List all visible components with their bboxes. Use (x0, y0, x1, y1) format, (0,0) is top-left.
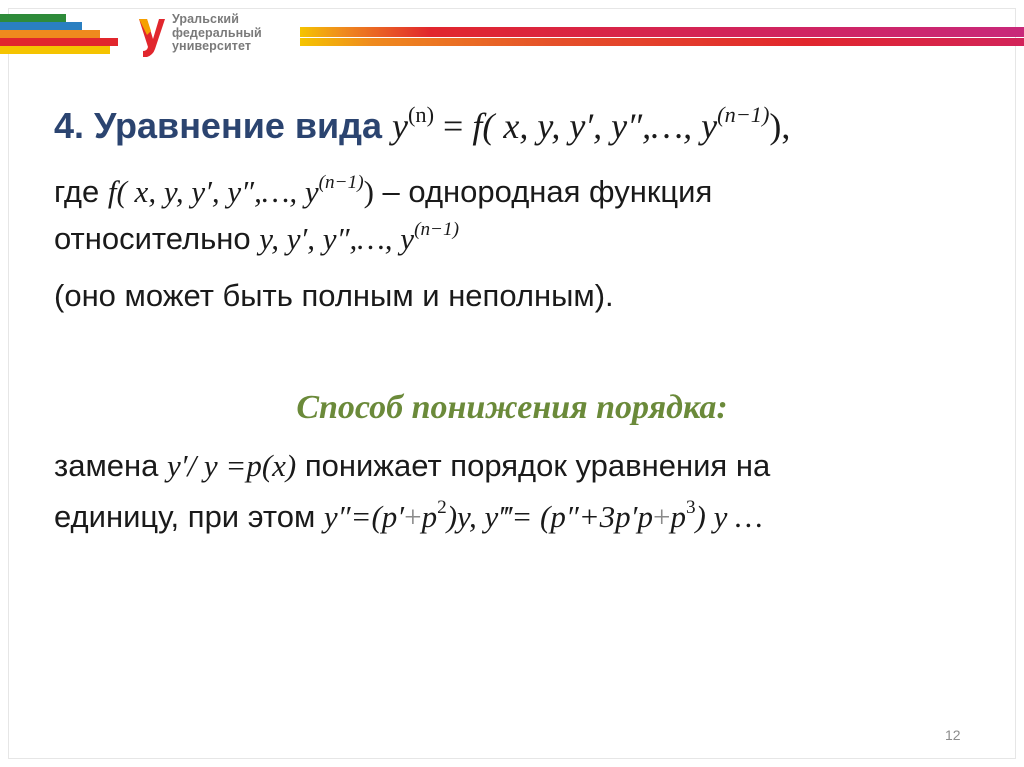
line5-sup3: 3 (685, 496, 696, 518)
line5-math-e: ) y … (695, 499, 763, 534)
line1-sup: (n−1) (318, 171, 364, 193)
line1-args: ( x, y, y′, y″,…, y (116, 174, 319, 209)
line3-text: (оно может быть полным и неполным). (54, 278, 614, 313)
line4-math-b: (x) (261, 448, 297, 483)
title-eq-equals: = (434, 106, 473, 146)
university-name-line1: Уральский (172, 12, 239, 26)
stripe-green (0, 14, 66, 22)
line-relative (54, 219, 459, 259)
title-label: 4. Уравнение вида (54, 105, 382, 146)
line-where (54, 172, 712, 212)
line5-math-a: y″=(p′ (323, 499, 405, 534)
slide-title (54, 101, 791, 148)
line5-plus2: + (652, 499, 671, 534)
line5-plus1: + (404, 499, 422, 534)
stripe-orange (0, 30, 100, 38)
method-heading: Способ понижения порядка: (296, 389, 728, 426)
urfu-logo-icon (137, 13, 167, 64)
title-eq-sup: (n) (408, 101, 435, 127)
line2-math: y, y′, y″,…, y (259, 221, 415, 256)
stripe-blue (0, 22, 82, 30)
line-complete (54, 276, 614, 316)
page-number: 12 (945, 727, 961, 743)
stripe-right-red (300, 27, 1024, 37)
line2-text: относительно (54, 221, 260, 256)
title-equation (392, 101, 791, 146)
line4-text-a: замена (54, 448, 167, 483)
stripe-right-orange (300, 38, 1024, 46)
line1-where: где (54, 174, 108, 209)
line1-text: – однородная функция (373, 174, 713, 209)
line5-text-a: единицу, при этом (54, 499, 324, 534)
line5-sup2: 2 (437, 496, 447, 518)
line2-sup: (n−1) (414, 218, 460, 240)
title-eq-sup-n1: (n−1) (717, 101, 770, 127)
university-name (172, 13, 262, 54)
university-name-line3: университет (172, 39, 252, 53)
university-name-line2: федеральный (172, 25, 262, 40)
line5-math-d: p (670, 499, 686, 534)
stripe-red (0, 38, 118, 46)
line4-math: y′/ y =p (166, 448, 262, 483)
line-unit (54, 497, 763, 537)
title-eq-close: ), (769, 106, 791, 146)
line1-close: ) (363, 174, 374, 209)
stripe-yellow (0, 46, 110, 54)
line4-text-b: понижает порядок уравнения на (296, 448, 771, 483)
line5-math-c: )y, y‴= (p″+3p′p (446, 499, 653, 534)
title-eq-y: y (392, 106, 408, 146)
line1-f: f (107, 174, 117, 209)
line5-math-b: p (421, 499, 438, 534)
title-eq-f: f (472, 106, 483, 146)
line-substitution (54, 446, 770, 486)
title-eq-args: ( x, y, y′, y″,…, y (482, 106, 718, 146)
